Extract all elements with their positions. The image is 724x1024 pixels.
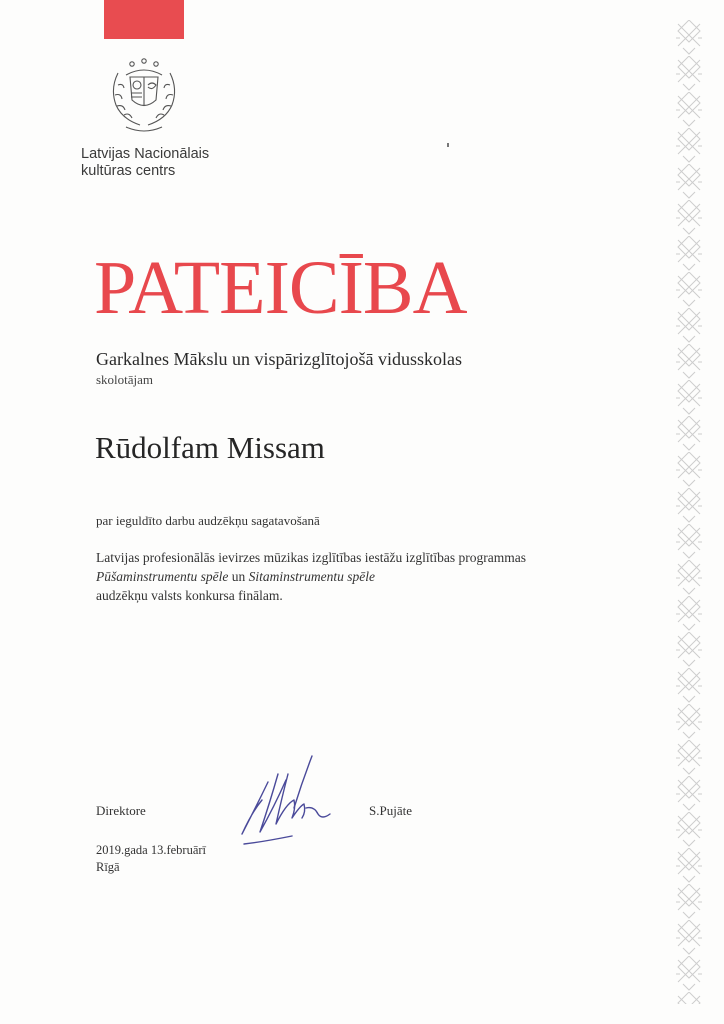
- signatory-name: S.Pujāte: [369, 803, 412, 818]
- program-1: Pūšaminstrumentu spēle: [96, 569, 229, 584]
- issue-date: 2019.gada 13.februārī: [96, 843, 207, 857]
- issue-place: Rīgā: [96, 860, 120, 874]
- award-description: [96, 548, 526, 605]
- organization-name: [81, 146, 209, 180]
- signatory-title: Direktore: [96, 803, 146, 818]
- program-2: Sitaminstrumentu spēle: [248, 569, 375, 584]
- certificate-title: PATEICĪBA: [94, 246, 467, 330]
- red-header-tab: [104, 0, 184, 39]
- issue-date-place: [96, 842, 206, 876]
- coat-of-arms-icon: [104, 55, 184, 137]
- description-line-3: audzēkņu valsts konkursa finālam.: [96, 588, 283, 603]
- program-connector: un: [228, 569, 249, 584]
- school-name: Garkalnes Mākslu un vispārizglītojošā vidusskolas: [96, 349, 462, 369]
- recipient-name: Rūdolfam Missam: [95, 430, 325, 465]
- description-line-2: [96, 567, 526, 586]
- description-line-1: Latvijas profesionālās ievirzes mūzikas izglītības iestāžu izglītības programmas: [96, 550, 526, 565]
- award-reason: par ieguldīto darbu audzēkņu sagatavošanā: [96, 513, 320, 528]
- handwritten-signature: [232, 752, 342, 852]
- organization-line-1: Latvijas Nacionālais: [81, 146, 210, 162]
- recipient-role: skolotājam: [96, 372, 154, 387]
- decorative-border-ornament: [674, 20, 704, 1004]
- scan-speck: [447, 143, 449, 147]
- organization-line-2: kultūras centrs: [81, 163, 176, 179]
